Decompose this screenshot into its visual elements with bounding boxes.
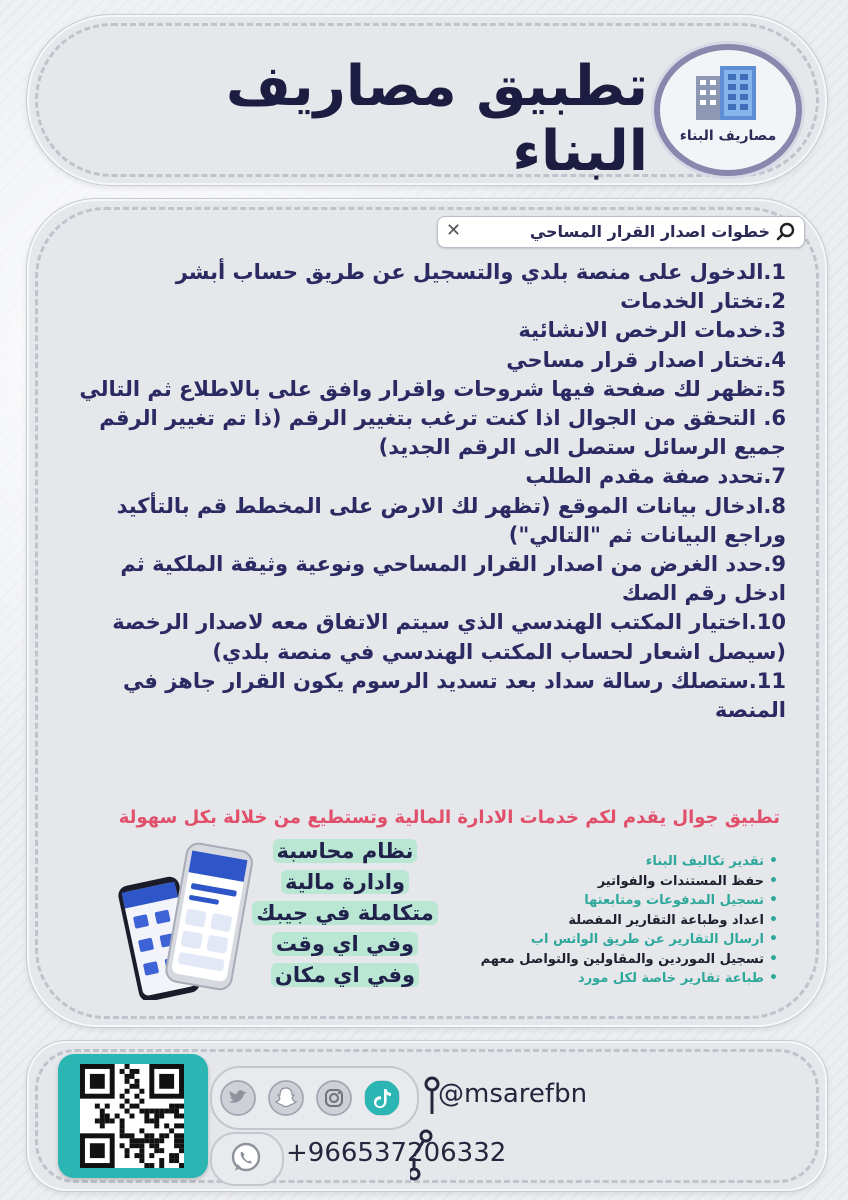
app-logo [654,44,802,176]
feature-item: • حفظ المستندات والفواتير [440,872,780,892]
instagram-icon[interactable] [316,1080,352,1116]
steps-list [76,258,786,725]
building-icon [690,62,762,124]
close-icon[interactable]: ✕ [446,220,462,241]
highlight-label: نظام محاسبة وادارة مالية متكاملة في جيبك وفي اي وقت وفي اي مكان [252,839,437,987]
app-title: تطبيق مصاريف البناء [225,54,648,184]
step-item: 5.تظهر لك صفحة فيها شروحات واقرار وافق على بالاطلاع ثم التالي [79,376,786,401]
step-item: 3.خدمات الرخص الانشائية [518,318,786,343]
step-item: 2.تختار الخدمات [620,289,786,314]
step-item: 11.ستصلك رسالة سداد بعد تسديد الرسوم يكون القرار جاهز في المنصة [122,668,786,723]
logo-text: مصاريف البناء [679,128,777,144]
feature-item: • اعداد وطباعة التقارير المفصلة [440,911,780,931]
step-item: 7.تحدد صفة مقدم الطلب [525,464,786,489]
step-item: 6. التحقق من الجوال اذا كنت ترغب بتغيير الرقم (ذا تم تغيير الرقم جميع الرسائل ستصل الى الرقم الجديد) [99,406,786,460]
feature-item: • ارسال التقارير عن طريق الواتس اب [440,930,780,950]
step-item: 9.حدد الغرض من اصدار القرار المساحي ونوعية وثيقة الملكية ثم ادخل رقم الصك [120,552,786,606]
feature-item: • تسجيل المدفوعات ومتابعتها [440,891,780,911]
snapchat-icon[interactable] [268,1080,304,1116]
phone-mockup-image [118,838,258,1000]
step-item: 1.الدخول على منصة بلدي والتسجيل عن طريق حساب أبشر [175,260,786,284]
twitter-icon[interactable] [220,1080,256,1116]
tiktok-icon[interactable] [364,1080,400,1116]
feature-item: • تقدير تكاليف البناء [440,852,780,872]
whatsapp-bar [210,1132,284,1186]
tagline: تطبيق جوال يقدم لكم خدمات الادارة المالية وتستطيع من خلالة بكل سهولة [118,807,780,828]
feature-item: • طباعة تقارير خاصة لكل مورد [440,969,780,989]
qr-code-frame [58,1054,208,1178]
step-item: 10.اختيار المكتب الهندسي الذي سيتم الاتفاق معه لاصدار الرخصة (سيصل اشعار لحساب المكتب الهندسي في منصة بلدي) [112,610,786,664]
feature-item: • تسجيل الموردين والمقاولين والتواصل معهم [440,950,780,970]
step-item: 4.تختار اصدار قرار مساحي [506,347,786,372]
step-item: 8.ادخال بيانات الموقع (تظهر لك الارض على المخطط قم بالتأكيد وراجع البيانات ثم "التالي") [116,493,786,547]
highlight-text [250,836,440,991]
social-handle[interactable]: @msarefbn [438,1079,588,1109]
qr-code-icon[interactable] [80,1064,184,1168]
search-icon[interactable] [776,222,796,242]
phone-number[interactable]: +966537206332 [286,1138,507,1168]
search-query: خطوات اصدار القرار المساحي [529,222,770,241]
social-icons-bar [210,1066,419,1130]
search-bar[interactable] [437,216,805,248]
whatsapp-icon[interactable] [228,1140,264,1176]
features-list [440,852,780,989]
